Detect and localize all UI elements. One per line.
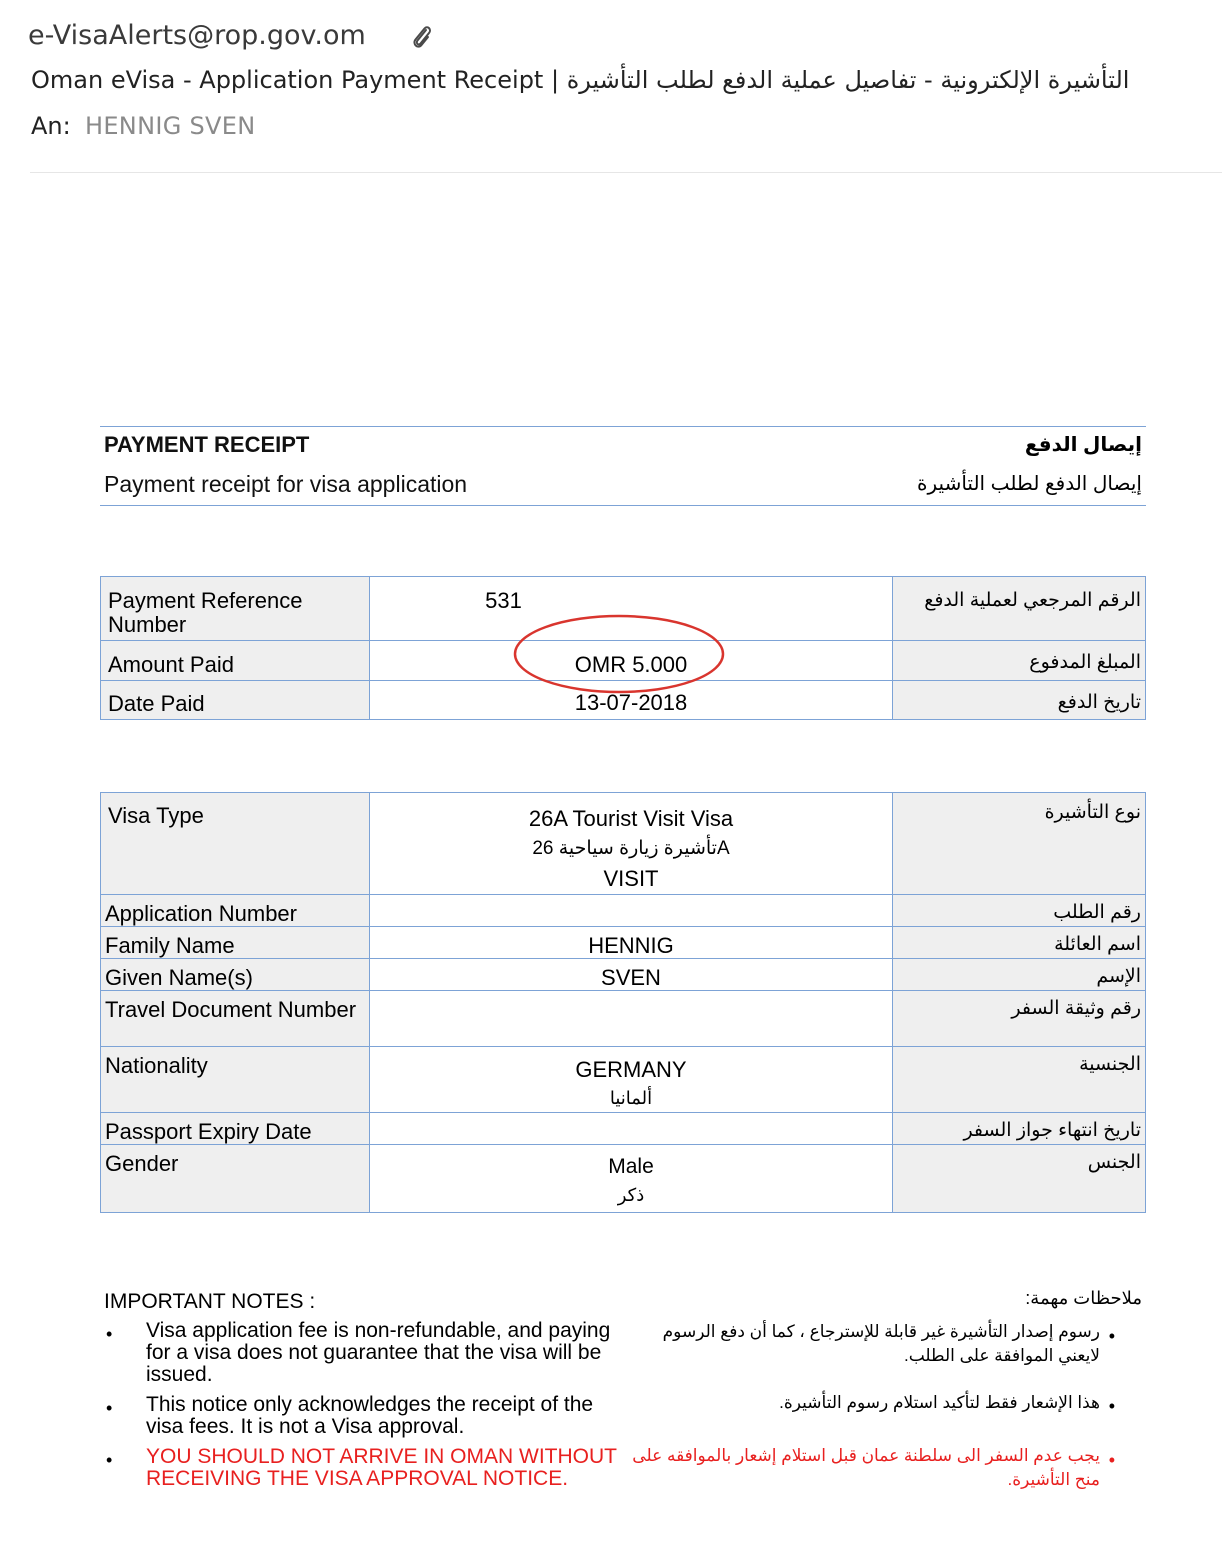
gender-value-ar: ذكر: [617, 1185, 645, 1205]
receipt-title-ar: إيصال الدفع: [1024, 434, 1142, 456]
family-name-label: Family Name: [105, 933, 235, 958]
visa-type-label-ar: نوع التأشيرة: [893, 793, 1146, 895]
nationality-label: Nationality: [105, 1053, 208, 1078]
note-item: This notice only acknowledges the receipt of the visa fees. It is not a Visa approval.: [146, 1393, 594, 1438]
date-label-ar: تاريخ الدفع: [893, 681, 1146, 720]
given-name-label: Given Name(s): [105, 965, 253, 990]
date-label: Date Paid: [108, 691, 205, 716]
bullet-icon: •: [1108, 1326, 1115, 1346]
sender-address[interactable]: e-VisaAlerts@rop.gov.om: [28, 20, 366, 51]
passport-expiry-label: Passport Expiry Date: [105, 1119, 312, 1144]
warning-note: YOU SHOULD NOT ARRIVE IN OMAN WITHOUT RECEIVING THE VISA APPROVAL NOTICE.: [146, 1445, 617, 1490]
date-value: 13-07-2018: [574, 690, 688, 715]
table-row: [101, 991, 1146, 1047]
visa-type-label: Visa Type: [108, 803, 204, 828]
receipt-top-rule: [100, 426, 1146, 427]
application-number-label: Application Number: [105, 901, 297, 926]
visa-category: VISIT: [603, 866, 659, 891]
table-row: [101, 959, 1146, 991]
travel-doc-label-ar: رقم وثيقة السفر: [893, 991, 1146, 1047]
table-row: [101, 895, 1146, 927]
passport-expiry-value: [370, 1113, 893, 1145]
gender-label: Gender: [105, 1151, 179, 1176]
bullet-icon: •: [1108, 1396, 1115, 1416]
email-subject: Oman eVisa - Application Payment Receipt | التأشيرة الإلكترونية - تفاصيل عملية الدفع لطلب التأشيرة: [31, 66, 1130, 94]
recipient-label: An:: [31, 112, 71, 140]
travel-doc-label: Travel Document Number: [105, 997, 357, 1022]
table-row: [101, 927, 1146, 959]
payment-ref-label-ar: الرقم المرجعي لعملية الدفع: [893, 577, 1146, 641]
application-number-value: [370, 895, 893, 927]
nationality-value-ar: ألمانيا: [609, 1088, 653, 1108]
bullet-icon: •: [106, 1450, 113, 1470]
gender-label-ar: الجنس: [893, 1145, 1146, 1213]
amount-label-ar: المبلغ المدفوع: [893, 641, 1146, 681]
receipt-title: PAYMENT RECEIPT: [104, 432, 310, 457]
table-row: [101, 1113, 1146, 1145]
recipient-name[interactable]: HENNIG SVEN: [85, 112, 256, 140]
visa-type-value-ar: تأشيرة زيارة سياحية 26A: [532, 838, 730, 859]
travel-doc-value: [370, 991, 893, 1047]
header-divider: [30, 172, 1222, 173]
visa-type-value: 26A Tourist Visit Visa: [528, 806, 734, 831]
family-name-value: HENNIG: [588, 933, 674, 958]
receipt-bottom-rule: [100, 505, 1146, 506]
note-item-ar: رسوم إصدار التأشيرة غير قابلة للإسترجاع ، كما أن دفع الرسوم لايعني الموافقة على الطلب.: [662, 1322, 1100, 1365]
annotation-circle: [512, 612, 728, 696]
paperclip-icon[interactable]: [410, 22, 434, 52]
application-number-label-ar: رقم الطلب: [893, 895, 1146, 927]
bullet-icon: •: [1108, 1450, 1115, 1470]
note-item: Visa application fee is non-refundable, and paying for a visa does not guarantee that the visa will be issued.: [146, 1319, 611, 1386]
amount-label: Amount Paid: [108, 652, 234, 677]
amount-value: OMR 5.000: [574, 652, 688, 677]
warning-note-ar: يجب عدم السفر الى سلطنة عمان قبل استلام إشعار بالموافقه على منح التأشيرة.: [632, 1446, 1100, 1489]
receipt-subtitle: Payment receipt for visa application: [104, 471, 468, 497]
notes-title-ar: ملاحظات مهمة:: [1025, 1288, 1142, 1308]
bullet-icon: •: [106, 1398, 113, 1418]
notes-title: IMPORTANT NOTES :: [104, 1290, 316, 1313]
table-row: [101, 1145, 1146, 1213]
passport-expiry-label-ar: تاريخ انتهاء جواز السفر: [893, 1113, 1146, 1145]
payment-ref-value: 531: [485, 588, 522, 613]
note-item-ar: هذا الإشعار فقط لتأكيد استلام رسوم التأشيرة.: [779, 1393, 1100, 1412]
nationality-label-ar: الجنسية: [893, 1047, 1146, 1113]
given-name-value: SVEN: [601, 965, 661, 990]
receipt-subtitle-ar: إيصال الدفع لطلب التأشيرة: [917, 473, 1142, 495]
bullet-icon: •: [106, 1324, 113, 1344]
nationality-value: GERMANY: [575, 1057, 687, 1082]
table-row: [101, 1047, 1146, 1113]
family-name-label-ar: اسم العائلة: [893, 927, 1146, 959]
gender-value: Male: [608, 1155, 654, 1178]
table-row: [101, 793, 1146, 895]
visa-details-table: [100, 792, 1146, 1213]
given-name-label-ar: الإسم: [893, 959, 1146, 991]
payment-ref-label: Payment Reference Number: [108, 588, 303, 637]
